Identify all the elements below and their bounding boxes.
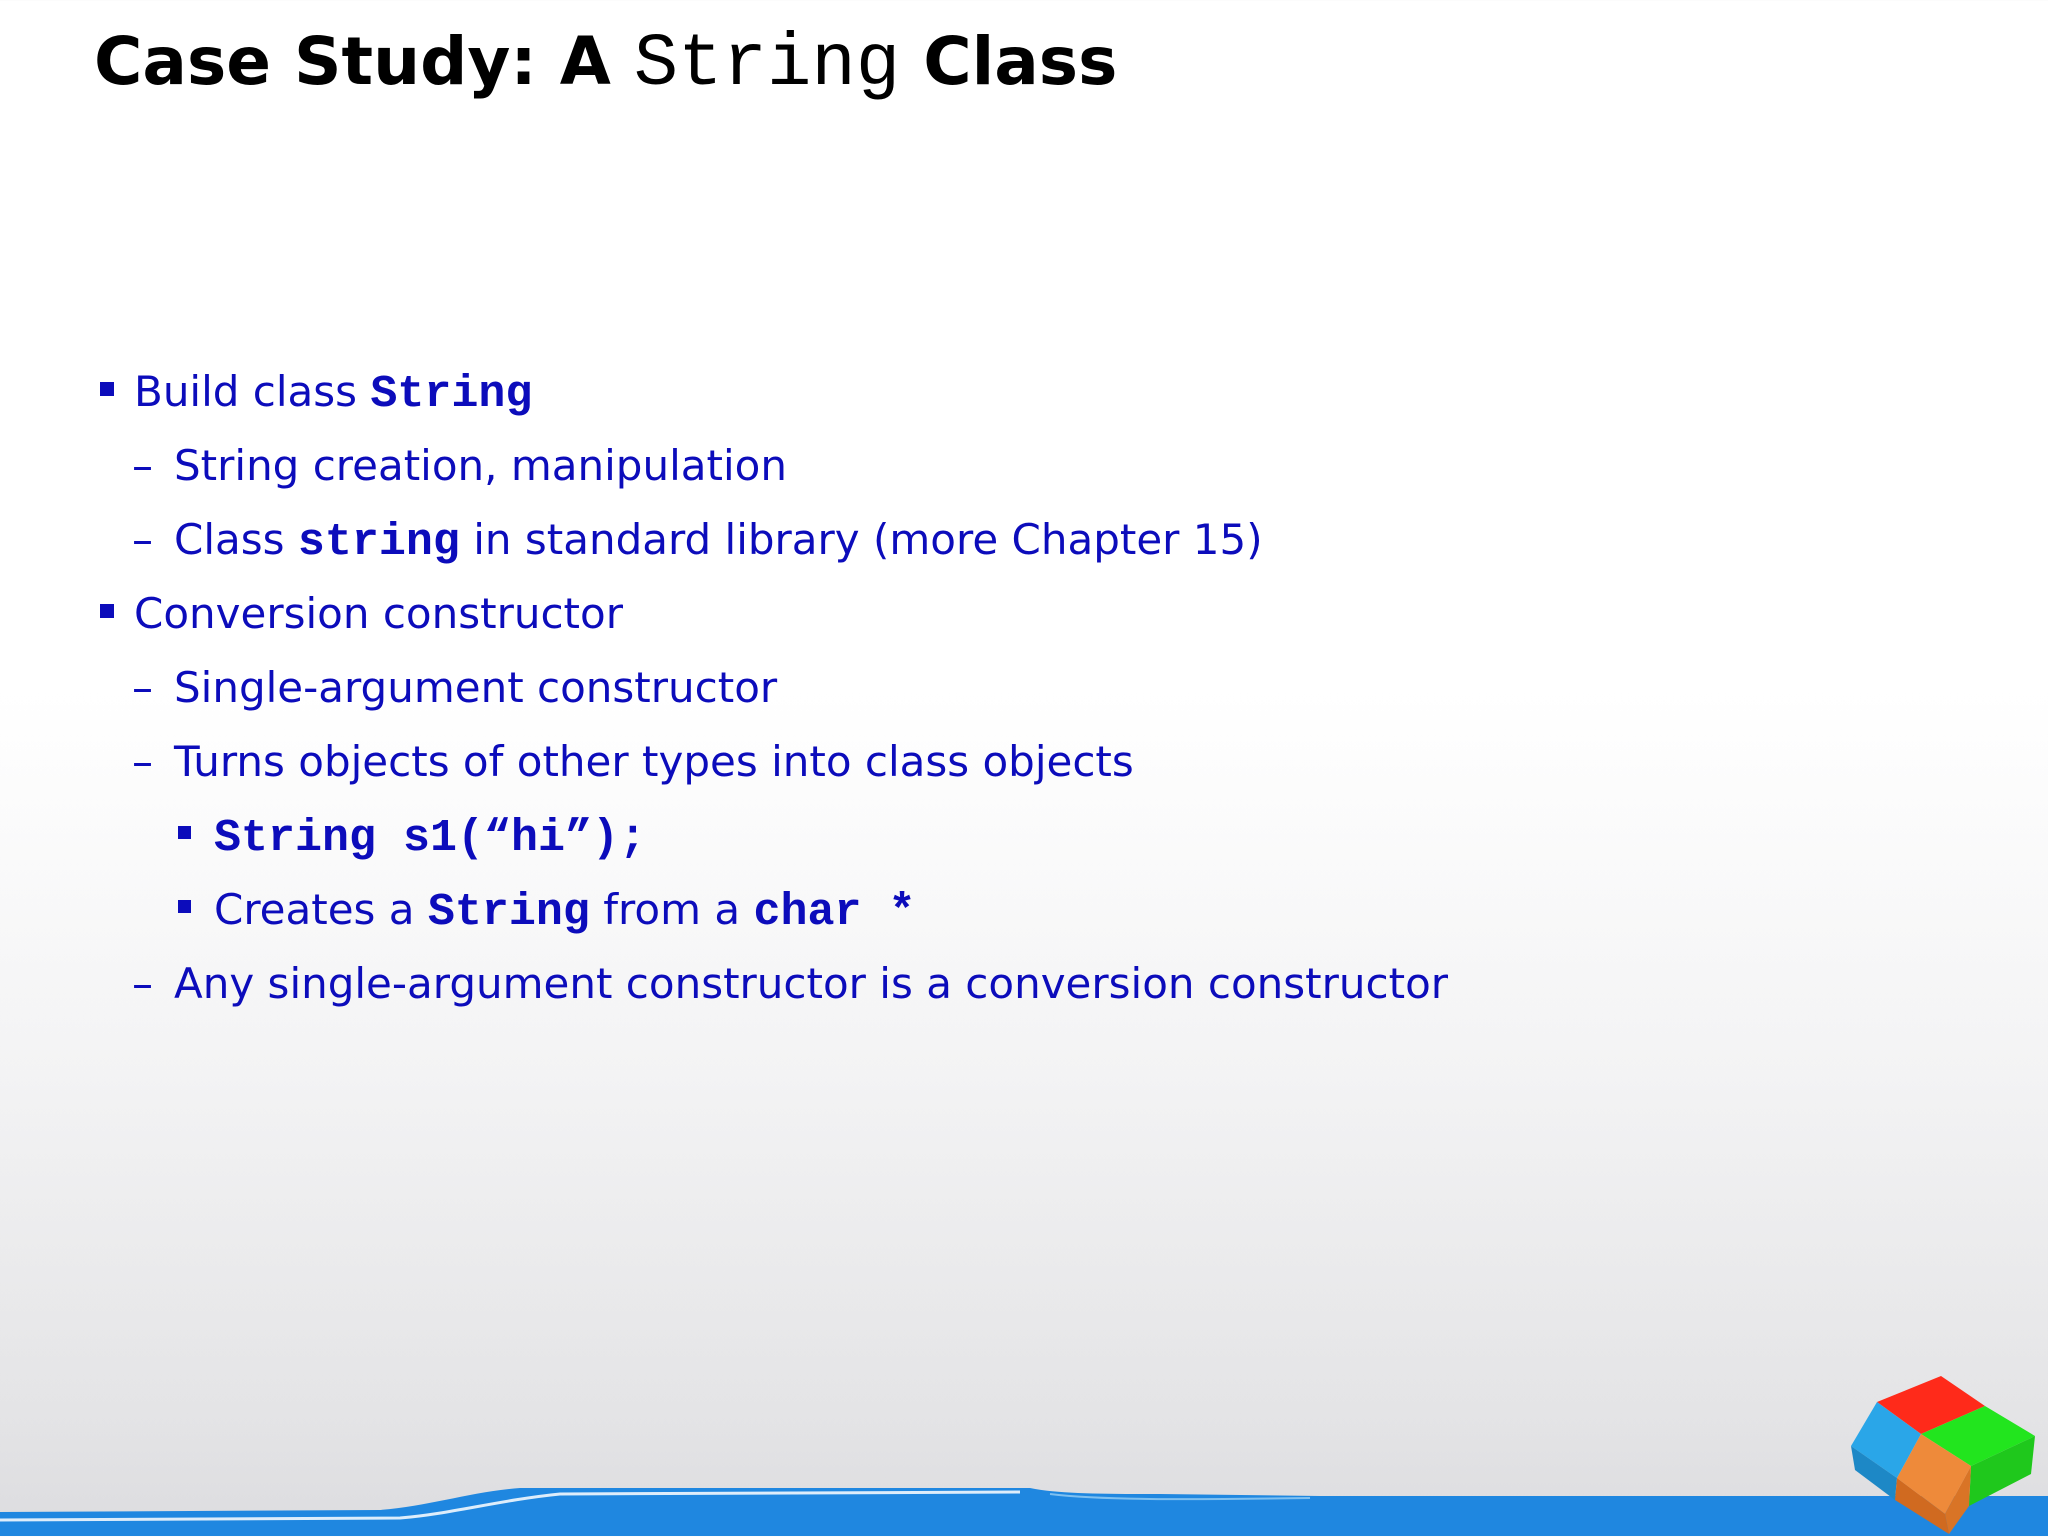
bullet-item-level-2 [94, 503, 1894, 577]
code-text: String [370, 369, 533, 420]
title-prefix: Case Study: A [94, 23, 634, 100]
bullet-item-level-3 [94, 873, 1894, 947]
bullet-text: Any single-argument constructor is a conversion constructor [174, 959, 1449, 1008]
code-text: String [427, 887, 590, 938]
bullet-text: Build class [134, 367, 371, 416]
en-dash-marker: – [132, 959, 153, 1008]
en-dash-marker: – [132, 737, 153, 786]
en-dash-marker: – [132, 515, 153, 564]
bullet-list [94, 355, 1894, 1021]
en-dash-marker: – [132, 663, 153, 712]
code-text: char * [753, 887, 916, 938]
bullet-item-level-2 [94, 725, 1894, 799]
code-text: string [297, 517, 460, 568]
footer-wave-bar [0, 1480, 2048, 1536]
bullet-text: Class [174, 515, 298, 564]
bullet-item-level-3 [94, 799, 1894, 873]
bullet-item-level-2 [94, 429, 1894, 503]
bullet-item-level-1 [94, 577, 1894, 651]
code-text: String s1(“hi”); [214, 813, 647, 864]
title-suffix: Class [900, 23, 1118, 100]
bullet-text: Creates a [214, 885, 428, 934]
bullet-item-level-2 [94, 651, 1894, 725]
bullet-text: from a [589, 885, 754, 934]
bullet-item-level-2 [94, 947, 1894, 1021]
bullet-text: Turns objects of other types into class objects [174, 737, 1134, 786]
title-code: String [633, 23, 901, 107]
bullet-item-level-1 [94, 355, 1894, 429]
bullet-text: Single-argument constructor [174, 663, 778, 712]
slide-title [94, 20, 1117, 107]
bullet-text: String creation, manipulation [174, 441, 787, 490]
bullet-text: in standard library (more Chapter 15) [459, 515, 1263, 564]
color-cube-logo [1845, 1370, 2045, 1540]
bullet-text: Conversion constructor [134, 589, 623, 638]
en-dash-marker: – [132, 441, 153, 490]
